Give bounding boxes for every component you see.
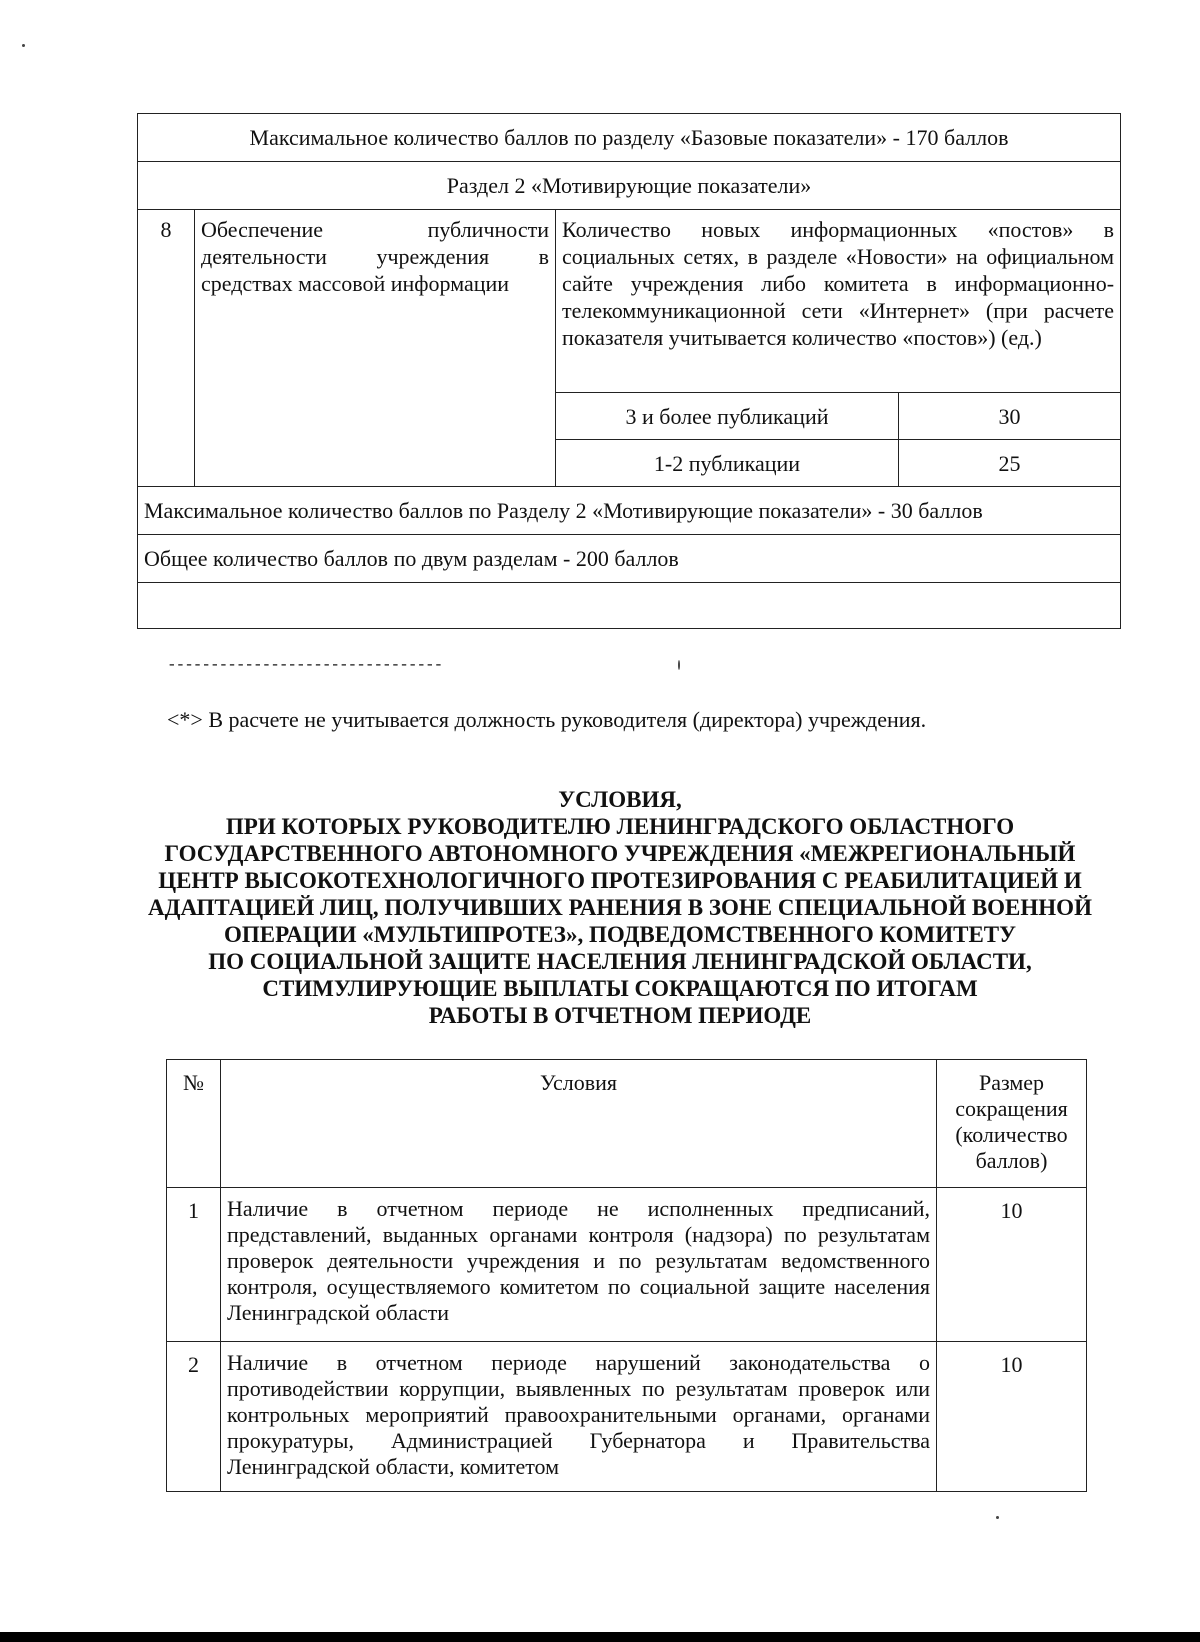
condition-number: 1 — [188, 1198, 199, 1223]
heading-line: ПРИ КОТОРЫХ РУКОВОДИТЕЛЮ ЛЕНИНГРАДСКОГО ОБЛАСТНОГО — [225, 814, 1015, 839]
condition-text: Наличие в отчетном периоде нарушений законодательства о противодействии коррупции, выявленных по результатам проверок или контрольных мероприятий правоохранительными органами, органами прокуратуры, Администрацией Губернатора и Правительства Ленинградской области, комитетом — [227, 1350, 930, 1479]
section2-title-cell — [138, 162, 1121, 210]
heading-line: УСЛОВИЯ, — [558, 787, 682, 812]
header-size: Размер сокращения (количество баллов) — [955, 1070, 1068, 1173]
empty-cell — [138, 583, 1121, 629]
heading-line: ЦЕНТР ВЫСОКОТЕХНОЛОГИЧНОГО ПРОТЕЗИРОВАНИЯ С РЕАБИЛИТАЦИЕЙ И — [158, 868, 1082, 893]
condition-text-cell — [221, 1342, 937, 1492]
indicator-number-cell — [138, 210, 195, 487]
section2-total-row — [138, 487, 1121, 535]
section2-total-text: Максимальное количество баллов по Разделу 2 «Мотивирующие показатели» - 30 баллов — [144, 498, 983, 523]
grand-total-text: Общее количество баллов по двум разделам - 200 баллов — [144, 546, 679, 571]
indicators-table — [137, 113, 1121, 629]
condition-text-cell — [221, 1188, 937, 1342]
level-label-cell — [556, 393, 899, 440]
condition-points-cell — [937, 1342, 1087, 1492]
indicator-name: Обеспечение публичности деятельности учреждения в средствах массовой информации — [201, 217, 549, 296]
indicator-criterion: Количество новых информационных «постов» в социальных сетях, в разделе «Новости» на официальном сайте учреждения либо комитета в информационно-телекоммуникационной сети «Интернет» (при расчете показателя учитывается количество «постов») (ед.) — [562, 217, 1115, 350]
footnote: <*> В расчете не учитывается должность руководителя (директора) учреждения. — [167, 707, 927, 732]
section1-total-row — [138, 114, 1121, 162]
level-points: 30 — [998, 403, 1021, 429]
conditions-table — [166, 1059, 1087, 1492]
level-label: 1-2 публикации — [653, 450, 801, 476]
scan-speck — [678, 660, 680, 670]
indicator-name-cell — [195, 210, 556, 487]
condition-number: 2 — [188, 1352, 199, 1377]
condition-points-cell — [937, 1188, 1087, 1342]
condition-points: 10 — [1000, 1352, 1023, 1377]
condition-points: 10 — [1000, 1198, 1023, 1223]
footnote-separator: -------------------------------- — [167, 656, 443, 674]
section1-total-cell — [138, 114, 1121, 162]
scan-edge-bar — [0, 1632, 1200, 1642]
header-condition-cell — [221, 1060, 937, 1188]
header-number: № — [183, 1070, 204, 1095]
conditions-heading — [110, 786, 1130, 1029]
condition-number-cell — [167, 1342, 221, 1492]
section2-title-text: Раздел 2 «Мотивирующие показатели» — [446, 173, 812, 198]
indicator-row — [138, 210, 1121, 393]
level-label: 3 и более публикаций — [625, 403, 829, 429]
level-points: 25 — [998, 450, 1021, 476]
level-points-cell — [899, 440, 1121, 487]
header-condition: Условия — [540, 1070, 617, 1095]
level-label-cell — [556, 440, 899, 487]
heading-line: ГОСУДАРСТВЕННОГО АВТОНОМНОГО УЧРЕЖДЕНИЯ «МЕЖРЕГИОНАЛЬНЫЙ — [164, 841, 1076, 866]
heading-line: ОПЕРАЦИИ «МУЛЬТИПРОТЕЗ», ПОДВЕДОМСТВЕННОГО КОМИТЕТУ — [223, 922, 1017, 947]
heading-line: СТИМУЛИРУЮЩИЕ ВЫПЛАТЫ СОКРАЩАЮТСЯ ПО ИТОГАМ — [262, 976, 978, 1001]
condition-number-cell — [167, 1188, 221, 1342]
conditions-header-row — [167, 1060, 1087, 1188]
condition-row — [167, 1342, 1087, 1492]
level-points-cell — [899, 393, 1121, 440]
section2-title-row — [138, 162, 1121, 210]
indicator-criterion-cell — [556, 210, 1121, 393]
heading-line: ПО СОЦИАЛЬНОЙ ЗАЩИТЕ НАСЕЛЕНИЯ ЛЕНИНГРАДСКОЙ ОБЛАСТИ, — [208, 949, 1032, 974]
condition-text: Наличие в отчетном периоде не исполненных предписаний, представлений, выданных органами контроля (надзора) по результатам проверок деятельности учреждения и по результатам ведомственного контроля, осуществляемого комитетом по социальной защите населения Ленинградской области — [227, 1196, 930, 1325]
section1-total-text: Максимальное количество баллов по разделу «Базовые показатели» - 170 баллов — [249, 125, 1009, 150]
indicator-number: 8 — [160, 217, 172, 242]
scan-speck — [22, 44, 25, 47]
heading-line: РАБОТЫ В ОТЧЕТНОМ ПЕРИОДЕ — [428, 1003, 812, 1028]
condition-row — [167, 1188, 1087, 1342]
heading-line: АДАПТАЦИЕЙ ЛИЦ, ПОЛУЧИВШИХ РАНЕНИЯ В ЗОНЕ СПЕЦИАЛЬНОЙ ВОЕННОЙ — [148, 895, 1092, 920]
grand-total-row — [138, 535, 1121, 583]
grand-total-cell — [138, 535, 1121, 583]
header-number-cell — [167, 1060, 221, 1188]
scan-speck — [996, 1516, 999, 1519]
section2-total-cell — [138, 487, 1121, 535]
header-size-cell — [937, 1060, 1087, 1188]
empty-row — [138, 583, 1121, 629]
